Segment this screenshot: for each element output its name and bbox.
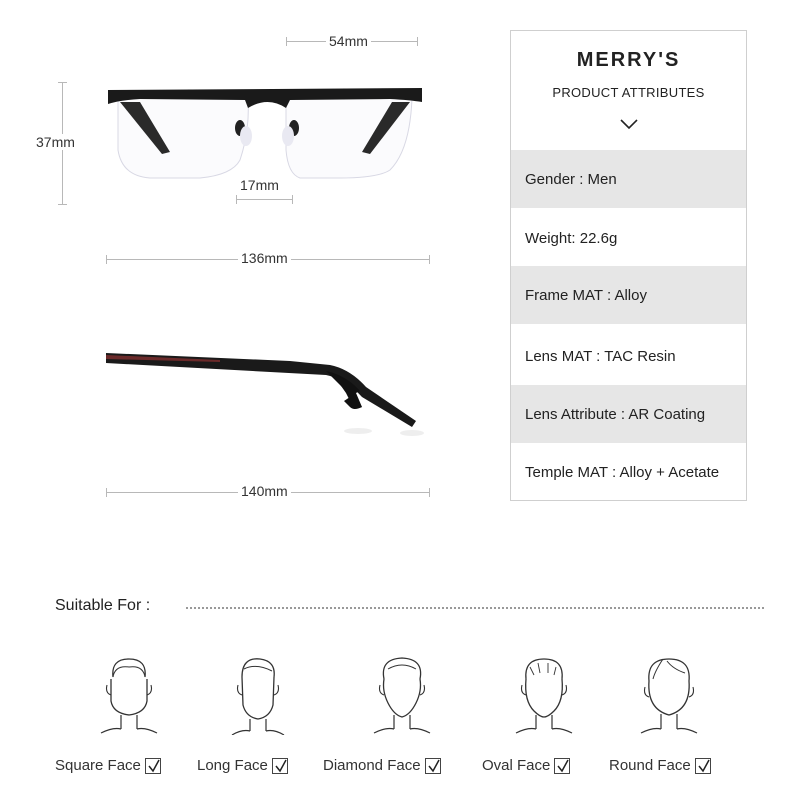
checkbox-checked-icon <box>272 758 288 774</box>
face-label-long: Long Face <box>197 757 268 774</box>
attribute-temple-mat: Temple MAT : Alloy + Acetate <box>525 463 720 481</box>
bridge-label: 17mm <box>237 177 282 193</box>
attribute-gender: Gender : Men <box>511 150 746 208</box>
face-option-long <box>197 757 288 774</box>
face-label-round: Round Face <box>609 757 691 774</box>
chevron-down-icon <box>619 117 639 131</box>
panel-title: PRODUCT ATTRIBUTES <box>552 85 705 100</box>
attribute-lens-attribute: Lens Attribute : AR Coating <box>511 385 746 443</box>
face-label-diamond: Diamond Face <box>323 757 421 774</box>
product-attributes-panel <box>510 30 747 501</box>
square-face-icon <box>93 655 163 735</box>
glasses-front-image <box>100 80 430 190</box>
temple-length-label: 140mm <box>238 483 291 499</box>
dotted-divider <box>186 607 764 609</box>
lens-height-label: 37mm <box>33 134 78 150</box>
face-option-diamond <box>323 757 441 774</box>
diamond-face-icon <box>366 655 436 735</box>
attribute-frame-mat: Frame MAT : Alloy <box>511 266 746 324</box>
face-option-oval <box>482 757 570 774</box>
attribute-lens-mat: Lens MAT : TAC Resin <box>525 347 676 365</box>
frame-width-label: 136mm <box>238 250 291 266</box>
round-face-icon <box>633 655 703 735</box>
attribute-weight: Weight: 22.6g <box>525 229 618 247</box>
face-label-oval: Oval Face <box>482 757 551 774</box>
face-option-round <box>609 757 711 774</box>
glasses-side-image <box>100 345 430 440</box>
long-face-icon <box>222 655 292 735</box>
checkbox-checked-icon <box>695 758 711 774</box>
checkbox-checked-icon <box>145 758 161 774</box>
checkbox-checked-icon <box>425 758 441 774</box>
face-option-square <box>55 757 161 774</box>
suitable-for-heading: Suitable For : <box>55 597 151 614</box>
lens-width-label: 54mm <box>326 33 371 49</box>
face-label-square: Square Face <box>55 757 141 774</box>
checkbox-checked-icon <box>554 758 570 774</box>
brand-logo: MERRY'S <box>576 49 681 71</box>
oval-face-icon <box>508 655 578 735</box>
